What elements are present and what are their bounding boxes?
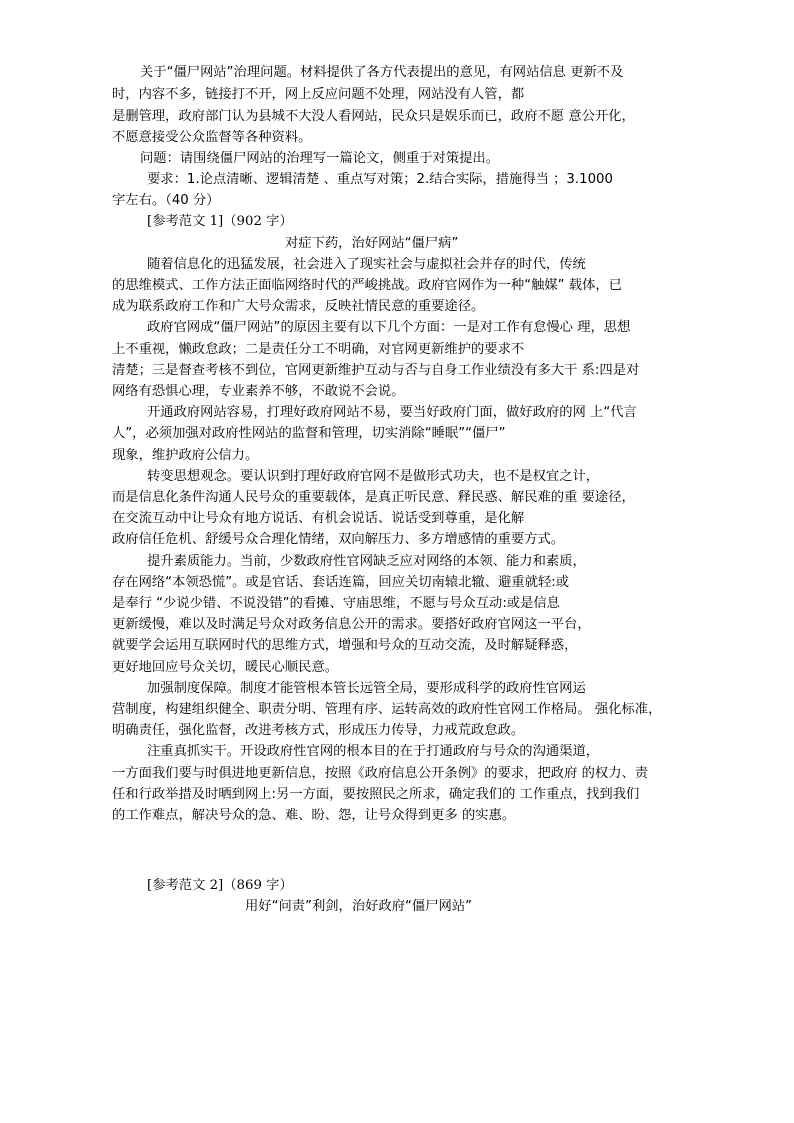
essay-1-line: 提升素质能力。当前，少数政府性官网缺乏应对网络的本领、能力和素质， xyxy=(147,554,586,569)
essay-1-line: 的思维模式、工作方法正面临网络时代的严峻挑战。政府官网作为一种“触媒” 载体，已 xyxy=(112,278,622,293)
essay-1-line: 上不重视，懒政怠政；二是责任分工不明确，对官网更新维护的要求不 xyxy=(112,342,525,357)
essay-1-line: 的工作难点，解决号众的急、难、盼、怨，让号众得到更多 的实惠。 xyxy=(112,808,516,823)
essay-1-line: 存在网络“本领恐慌”。或是官话、套话连篇，回应关切南辕北辙、避重就轻:或 xyxy=(112,575,570,590)
essay-1-line: 营制度，构建组织健全、职责分明、管理有序、运转高效的政府性官网工作格局。 强化标准， xyxy=(112,702,662,717)
question-paragraph-line: 时，内容不多，链接打不开，网上反应问题不处理，网站没有人管，都 xyxy=(112,87,525,102)
essay-1-line: 注重真抓实干。开设政府性官网的根本目的在于打通政府与号众的沟通渠道， xyxy=(147,744,600,759)
essay-1-line: 随着信息化的迅猛发展，社会进入了现实社会与虚拟社会并存的时代，传统 xyxy=(147,257,586,272)
essay-1-line: 清楚；三是督查考核不到位，官网更新维护互动与否与自身工作业绩没有多大干 系:四是对 xyxy=(112,363,640,378)
essay-1-line: 而是信息化条件沟通人民号众的重要载体，是真正听民意、释民惑、解民难的重 要途径， xyxy=(112,490,635,505)
requirements-line: 字左右。（40 分） xyxy=(112,193,220,208)
essay-1-line: 网络有恐惧心理，专业素养不够，不敢说不会说。 xyxy=(112,384,405,399)
essay-1-line: 就要学会运用互联网时代的思维方式，增强和号众的互动交流，及时解疑释惑， xyxy=(112,638,578,653)
essay-1-line: 转变思想观念。要认识到打理好政府官网不是做形式功夫，也不是权宜之计， xyxy=(147,469,600,484)
essay-1-line: 是奉行 “少说少错、不说没错”的看摊、守庙思维，不愿与号众互动:或是信息 xyxy=(112,596,560,611)
essay-1-line: 政府信任危机、舒缓号众合理化情绪，双向解压力、多方增感情的重要方式。 xyxy=(112,532,565,547)
question-prompt: 问题：请围绕僵尸网站的治理写一篇论文，侧重于对策提出。 xyxy=(140,151,500,166)
essay-1-line: 一方面我们要与时俱进地更新信息，按照《政府信息公开条例》的要求，把政府 的权力、责 xyxy=(112,766,649,781)
essay-1-title: 对症下药，治好网站“僵尸病” xyxy=(285,236,459,251)
essay-1-line: 任和行政举措及时晒到网上:另一方面，要按照民之所求，确定我们的 工作重点，找到我们 xyxy=(112,787,640,802)
essay-2-title: 用好“问责”利剑，治好政府“僵尸网站” xyxy=(245,899,473,914)
essay-1-line: 在交流互动中让号众有地方说话、有机会说话、说话受到尊重，是化解 xyxy=(112,511,525,526)
requirements-line: 要求：1.论点清晰、逻辑清楚 、重点写对策；2.结合实际，措施得当 ；3.1000 xyxy=(147,172,613,187)
essay-1-line: 加强制度保障。制度才能管根本管长远管全局，要形成科学的政府性官网运 xyxy=(147,681,586,696)
essay-1-line: 成为联系政府工作和广大号众需求，反映社情民意的重要途径。 xyxy=(112,299,485,314)
essay-1-line: 政府官网成“僵尸网站”的原因主要有以下几个方面：一是对工作有怠慢心 理，思想 xyxy=(147,320,631,335)
essay-1-line: 人”，必须加强对政府性网站的监督和管理，切实消除“睡眠”“僵尸” xyxy=(112,426,506,441)
question-paragraph-line: 不愿意接受公众监督等各种资料。 xyxy=(112,130,312,145)
reference-essay-1-heading: [参考范文 1]（902 字） xyxy=(147,214,293,229)
reference-essay-2-heading: [参考范文 2]（869 字） xyxy=(147,878,293,893)
essay-1-line: 更好地回应号众关切，暖民心顺民意。 xyxy=(112,660,339,675)
essay-1-line: 现象，维护政府公信力。 xyxy=(112,448,259,463)
question-paragraph-line: 关于“僵尸网站”治理问题。材料提供了各方代表提出的意见，有网站信息 更新不及 xyxy=(140,65,624,80)
essay-1-line: 更新缓慢，难以及时满足号众对政务信息公开的需求。要搭好政府官网这一平台， xyxy=(112,617,591,632)
essay-1-line: 开通政府网站容易，打理好政府网站不易，要当好政府门面，做好政府的网 上“代言 xyxy=(147,405,637,420)
essay-1-line: 明确责任，强化监督，改进考核方式，形成压力传导，力戒荒政怠政。 xyxy=(112,723,525,738)
question-paragraph-line: 是删管理，政府部门认为县城不大没人看网站，民众只是娱乐而已，政府不愿 意公开化， xyxy=(112,109,635,124)
